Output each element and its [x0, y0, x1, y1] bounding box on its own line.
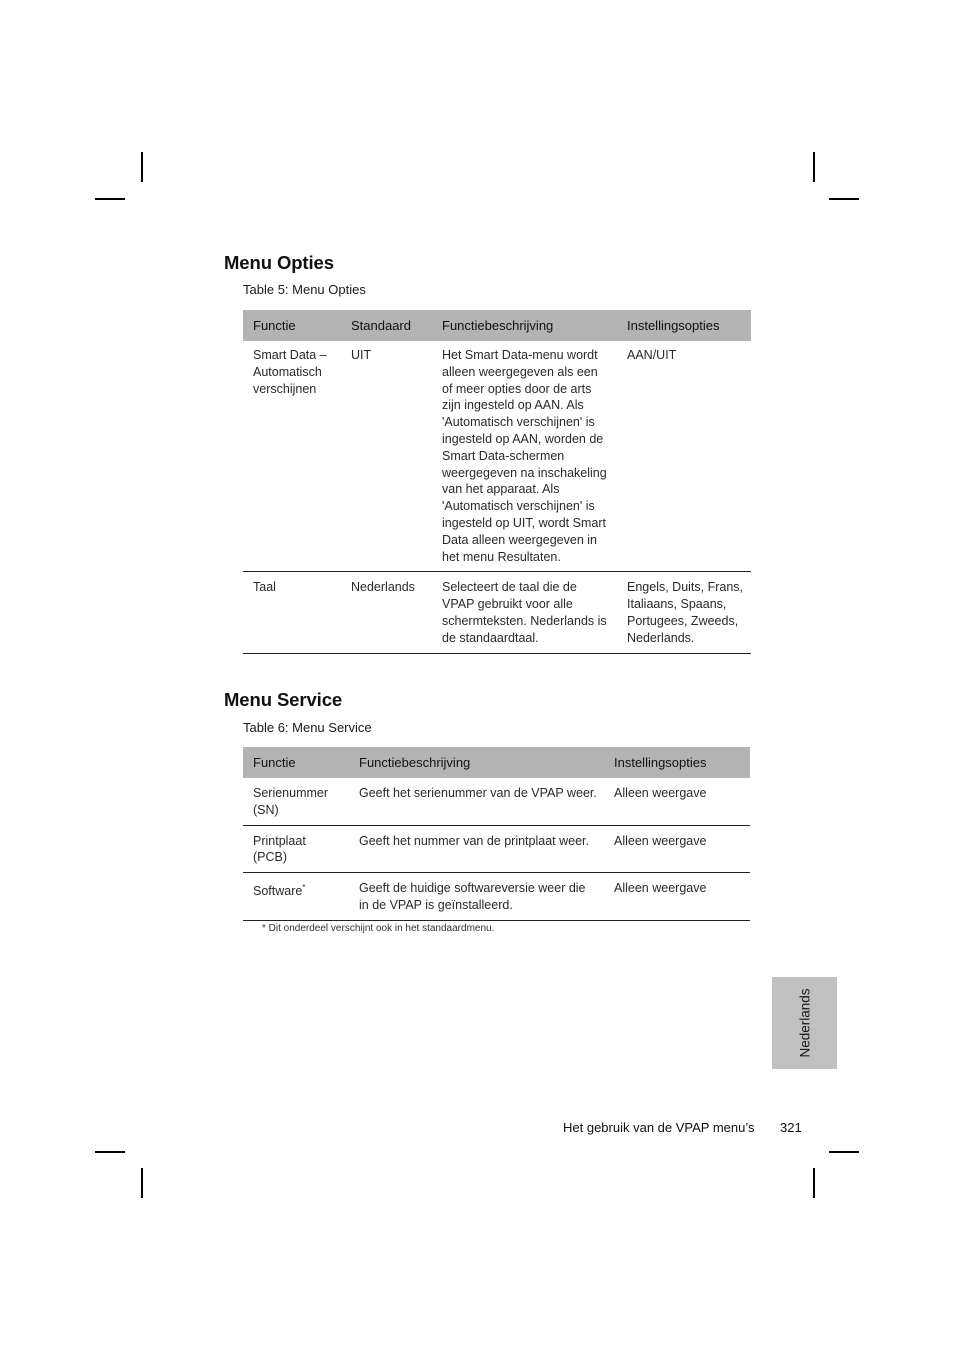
column-header: Functiebeschrijving — [432, 310, 617, 341]
table-row — [243, 572, 751, 653]
table-header-row — [243, 747, 750, 778]
crop-mark-bottom-left-vertical — [141, 1168, 143, 1198]
column-header: Functie — [243, 747, 349, 778]
column-header: Instellingsopties — [604, 747, 750, 778]
cell-opties: Alleen weergave — [604, 873, 750, 921]
column-header: Standaard — [341, 310, 432, 341]
crop-mark-bottom-left-horizontal — [95, 1151, 125, 1153]
cell-beschrijving: Geeft de huidige softwareversie weer die in de VPAP is geïnstalleerd. — [349, 873, 604, 921]
table-row — [243, 778, 750, 825]
column-header: Instellingsopties — [617, 310, 751, 341]
cell-functie: Taal — [243, 572, 341, 653]
cell-beschrijving: Geeft het serienummer van de VPAP weer. — [349, 778, 604, 825]
table-row — [243, 825, 750, 873]
crop-mark-top-left-vertical — [141, 152, 143, 182]
functie-text: Software — [253, 884, 303, 899]
table-row — [243, 341, 751, 572]
language-tab-label: Nederlands — [797, 988, 812, 1058]
language-side-tab — [772, 977, 837, 1069]
cell-functie — [243, 778, 349, 825]
section-heading-menu-service: Menu Service — [224, 689, 343, 710]
table-menu-opties — [243, 310, 751, 654]
crop-mark-top-right-horizontal — [829, 198, 859, 200]
cell-opties: Alleen weergave — [604, 825, 750, 873]
crop-mark-top-left-horizontal — [95, 198, 125, 200]
table-caption-5: Table 5: Menu Opties — [243, 282, 366, 297]
cell-functie — [243, 873, 349, 921]
cell-opties: AAN/UIT — [617, 341, 751, 572]
cell-opties: Alleen weergave — [604, 778, 750, 825]
table-footnote: * Dit onderdeel verschijnt ook in het standaardmenu. — [262, 923, 495, 934]
footer-chapter-title: Het gebruik van de VPAP menu’s — [563, 1120, 755, 1135]
column-header: Functie — [243, 310, 341, 341]
table-header-row — [243, 310, 751, 341]
cell-standaard: UIT — [341, 341, 432, 572]
cell-beschrijving: Het Smart Data-menu wordt alleen weergegeven als een of meer opties door de arts zijn ingesteld op AAN. Als 'Automatisch verschijnen' is ingesteld op AAN, worden de Smart Data-schermen weergegeven na inschakeling van het apparaat. Als 'Automatisch verschijnen' is ingesteld op UIT, wordt Smart Data alleen weergegeven in het menu Resultaten. — [432, 341, 617, 572]
column-header: Functiebeschrijving — [349, 747, 604, 778]
table-row — [243, 873, 750, 921]
crop-mark-top-right-vertical — [813, 152, 815, 182]
footnote-marker: * — [302, 883, 306, 893]
cell-beschrijving: Geeft het nummer van de printplaat weer. — [349, 825, 604, 873]
section-heading-menu-opties: Menu Opties — [224, 252, 334, 273]
cell-beschrijving: Selecteert de taal die de VPAP gebruikt voor alle schermteksten. Nederlands is de standaardtaal. — [432, 572, 617, 653]
crop-mark-bottom-right-vertical — [813, 1168, 815, 1198]
crop-mark-bottom-right-horizontal — [829, 1151, 859, 1153]
cell-standaard: Nederlands — [341, 572, 432, 653]
functie-text: Serienummer (SN) — [253, 786, 329, 817]
cell-opties: Engels, Duits, Frans, Italiaans, Spaans, Portugees, Zweeds, Nederlands. — [617, 572, 751, 653]
cell-functie — [243, 825, 349, 873]
cell-functie: Smart Data – Automatisch verschijnen — [243, 341, 341, 572]
table-menu-service — [243, 747, 750, 921]
functie-text: Printplaat (PCB) — [253, 833, 306, 865]
table-caption-6: Table 6: Menu Service — [243, 720, 372, 735]
page-number: 321 — [780, 1120, 802, 1135]
